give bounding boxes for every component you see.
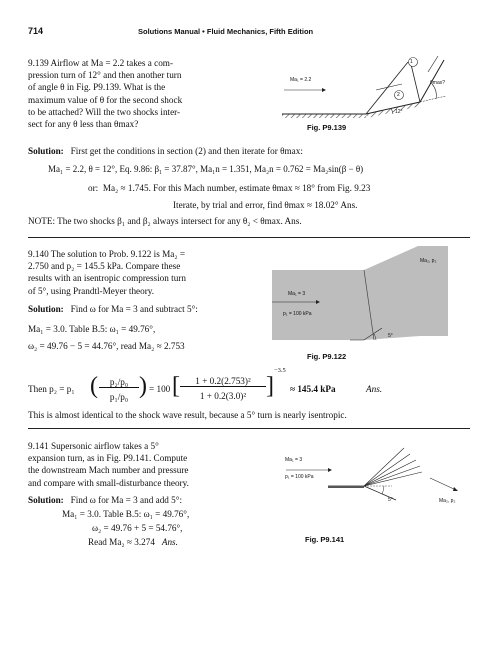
solution-text: Find ω for Ma = 3 and add 5°: <box>70 495 182 505</box>
problem-line: 9.141 Supersonic airflow takes a 5° <box>28 441 159 451</box>
equation-line: Ma₁ = 3.0. Table B.5: ω₁ = 49.76°, <box>28 324 156 334</box>
fig-label-mach: Ma₁ = 3 <box>285 457 303 463</box>
solution-9-140 <box>28 303 268 315</box>
equation-lead: Then p₂ = p₁ <box>28 384 75 394</box>
equation-line: ω₂ = 49.76 + 5 = 54.76°, <box>92 523 183 533</box>
equation-value: = 100 <box>149 384 171 394</box>
solution-text: Find ω for Ma = 3 and subtract 5°: <box>70 304 198 314</box>
divider <box>28 428 470 429</box>
or-label: or: <box>88 183 99 193</box>
figure-caption: Fig. P9.141 <box>305 535 345 544</box>
fig-label-pressure: p₁ = 100 kPa <box>283 311 312 317</box>
problem-line: pression turn of 12° and then another turn <box>28 70 182 81</box>
solution-9-141 <box>28 494 278 506</box>
divider <box>28 237 470 238</box>
solution-label: Solution: <box>28 146 64 156</box>
problem-line: 2.750 and p₂ = 145.5 kPa. Compare these <box>28 261 181 272</box>
problem-9-141 <box>28 440 268 489</box>
problem-line: 9.140 The solution to Prob. 9.122 is Ma₂ = <box>28 249 186 259</box>
problem-line: results with an isentropic compression turn <box>28 273 186 284</box>
answer-label: Ans. <box>161 537 178 547</box>
bracket-numerator: 1 + 0.2(2.753)² <box>180 376 266 387</box>
conclusion-text: This is almost identical to the shock wave result, because a 5° turn is nearly isentropic. <box>28 410 347 420</box>
figure-p9-141 <box>280 440 470 530</box>
fig-label-mach: Ma₁ = 3 <box>288 291 306 297</box>
equation-line: Ma₁ = 3.0. Table B.5: ω₁ = 49.76°, <box>62 509 190 519</box>
fig-label-pressure: p₁ = 100 kPa <box>285 474 314 480</box>
problem-line: to be attached? Will the two shocks inter- <box>28 106 181 117</box>
pressure-equation: Then p₂ = p₁ ( p₂/p₀ p₁/p₀ ) = 100 [ 1 + 0.2(2.753)² 1 + 0.2(3.0)² ] −3.5 ≈ 145.4 kPa Ans. <box>28 367 383 402</box>
fig-label-circle-1: 1 <box>410 59 413 65</box>
fig-label-circle-2: 2 <box>397 92 400 98</box>
problem-line: sect for any θ less than θmax? <box>28 119 139 130</box>
solution-label: Solution: <box>28 304 64 314</box>
problem-line: the downstream Mach number and pressure <box>28 465 189 476</box>
equation-text: Ma₂ ≈ 1.745. For this Mach number, estimate θmax ≈ 18° from Fig. 9.23 <box>102 183 371 193</box>
answer-label: Ans. <box>366 384 383 394</box>
fig-label-theta: θmax? <box>430 80 446 86</box>
problem-line: expansion turn, as in Fig. P9.141. Compute <box>28 453 188 464</box>
fraction-numerator: p₂/p₀ <box>99 377 139 388</box>
equation-line <box>88 182 468 194</box>
problem-line: and compare with small-disturbance theory. <box>28 477 189 488</box>
fig-label-mach: Ma₁ = 2.2 <box>290 77 312 83</box>
fig-label-outflow: Ma₂, p₂ <box>420 258 437 264</box>
figure-caption: Fig. P9.122 <box>307 352 347 361</box>
problem-9-139 <box>28 57 258 130</box>
problem-9-140 <box>28 248 258 297</box>
figure-caption: Fig. P9.139 <box>307 123 347 132</box>
exponent: −3.5 <box>274 367 286 374</box>
note-text: NOTE: The two shocks β₁ and β₂ always intersect for any θ₂ < θmax. Ans. <box>28 216 302 226</box>
equation-line: Iterate, by trial and error, find θmax ≈ 18.02° Ans. <box>173 200 358 210</box>
solution-label: Solution: <box>28 495 64 505</box>
fig-label-outflow: Ma₂, p₂ <box>439 498 456 504</box>
fig-label-angle: 12° <box>395 109 403 115</box>
problem-line: of angle θ in Fig. P9.139. What is the <box>28 82 166 93</box>
fig-label-angle: 5° <box>388 497 393 503</box>
bracket-denominator: 1 + 0.2(3.0)² <box>199 391 247 401</box>
read-result: Read Ma₂ ≈ 3.274 <box>88 537 155 547</box>
problem-line: 9.139 Airflow at Ma = 2.2 takes a com- <box>28 58 174 68</box>
fraction-denominator: p₁/p₀ <box>109 392 129 402</box>
problem-line: maximum value of θ for the second shock <box>28 94 183 105</box>
page-number: 714 <box>28 26 44 36</box>
equation-line: Ma₁ = 2.2, θ = 12°, Eq. 9.86: β₁ = 37.87°, Ma₁n = 1.351, Ma₂n = 0.762 = Ma₂sin(β − θ) <box>48 164 364 174</box>
solution-text: First get the conditions in section (2) and then iterate for θmax: <box>70 146 303 156</box>
running-title: Solutions Manual • Fluid Mechanics, Fifth Edition <box>138 27 314 36</box>
solution-9-139 <box>28 145 468 157</box>
equation-line <box>88 536 288 548</box>
result-value: ≈ 145.4 kPa <box>290 384 336 394</box>
equation-line: ω₂ = 49.76 − 5 = 44.76°, read Ma₂ ≈ 2.753 <box>28 341 185 351</box>
problem-line: of 5°, using Prandtl-Meyer theory. <box>28 285 155 296</box>
fig-label-angle: 5° <box>388 333 393 339</box>
figure-p9-139 <box>268 50 453 135</box>
